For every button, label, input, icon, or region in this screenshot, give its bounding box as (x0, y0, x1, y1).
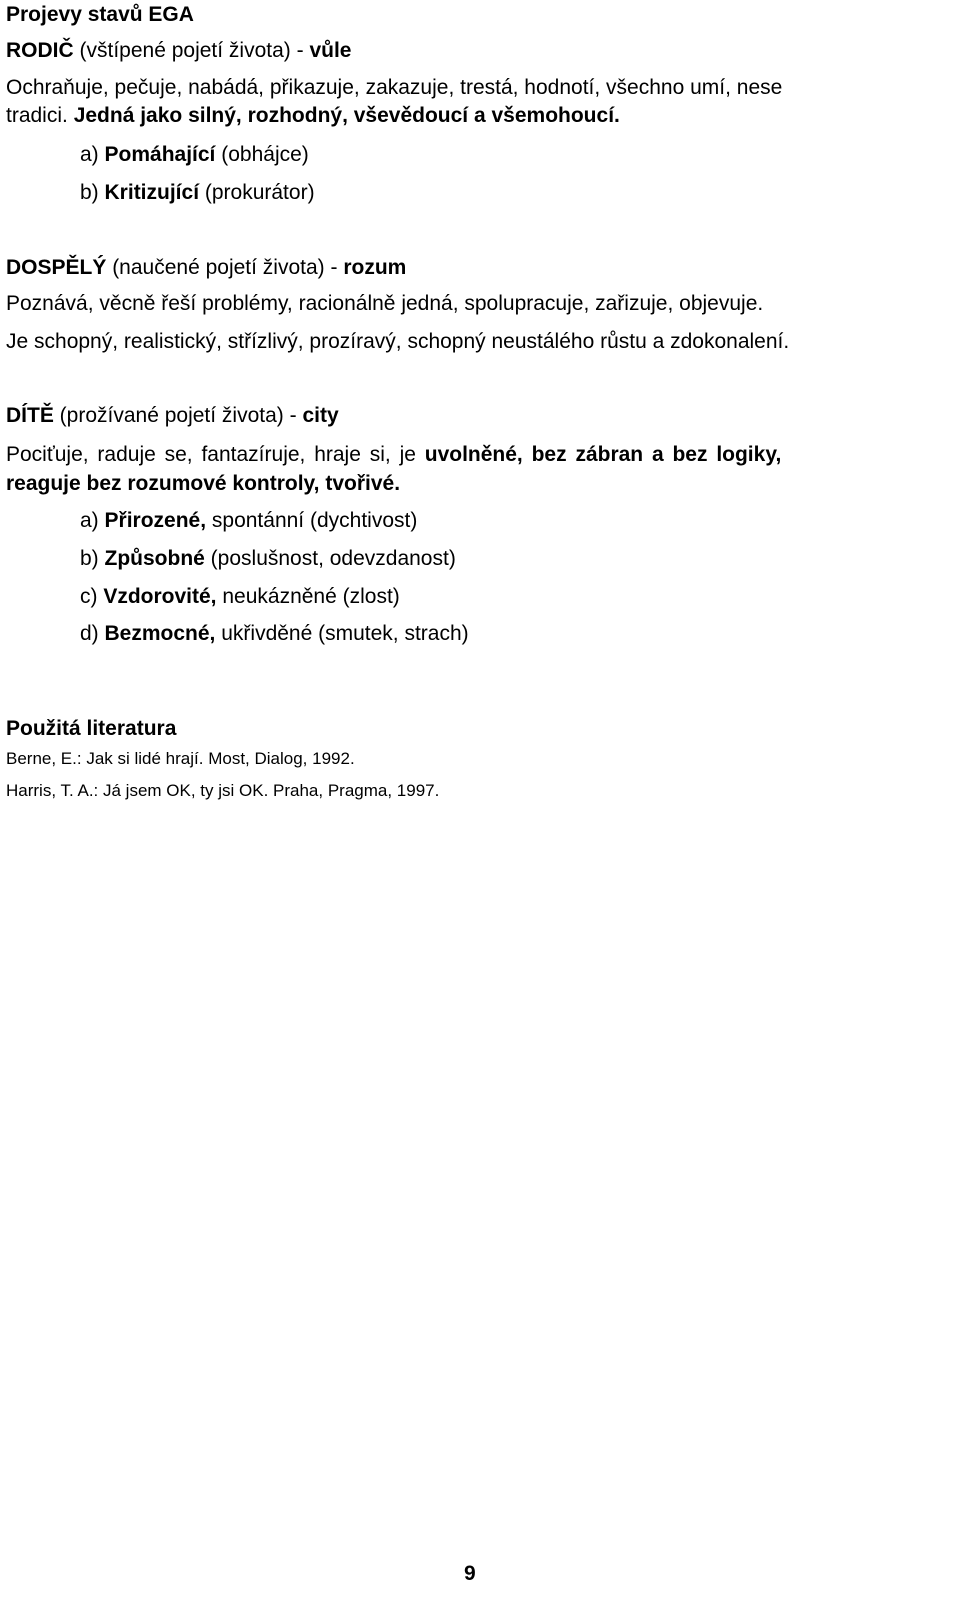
child-heading-label: DÍTĚ (6, 404, 54, 427)
list-item-bold: Pomáhající (104, 143, 216, 166)
adult-heading (6, 255, 406, 281)
child-line1-start: Pociťuje, raduje se, fantazíruje, hraje si, je (6, 443, 425, 466)
child-description-line1 (6, 442, 938, 468)
page-number: 9 (464, 1562, 476, 1585)
child-item-b (80, 546, 456, 572)
parent-line2-bold: Jedná jako silný, rozhodný, vševědoucí a všemohoucí. (73, 104, 620, 127)
child-item-d (80, 621, 469, 647)
list-prefix: b) (80, 547, 105, 570)
parent-heading-label: RODIČ (6, 39, 74, 62)
list-item-rest: (poslušnost, odevzdanost) (204, 547, 456, 570)
adult-heading-note: (naučené pojetí života) - (106, 256, 344, 279)
parent-description-line1: Ochraňuje, pečuje, nabádá, přikazuje, zakazuje, trestá, hodnotí, všechno umí, nese (6, 76, 783, 99)
list-item-rest: neukázněné (zlost) (216, 585, 400, 608)
list-item-bold: Bezmocné, (104, 622, 216, 645)
child-description-line2: reaguje bez rozumové kontroly, tvořivé. (6, 472, 401, 495)
parent-heading-key: vůle (309, 39, 352, 62)
adult-heading-label: DOSPĚLÝ (6, 256, 107, 279)
literature-ref-1: Berne, E.: Jak si lidé hrají. Most, Dialog, 1992. (6, 749, 355, 768)
list-item-rest: ukřivděné (smutek, strach) (215, 622, 469, 645)
parent-description-line2 (6, 103, 620, 129)
parent-heading (6, 38, 351, 64)
child-heading-key: city (302, 404, 339, 427)
child-line1-bold: uvolněné, bez zábran a bez logiky, (424, 443, 782, 466)
list-prefix: c) (80, 585, 104, 608)
parent-heading-note: (vštípené pojetí života) - (73, 39, 310, 62)
list-prefix: a) (80, 509, 105, 532)
literature-heading: Použitá literatura (6, 717, 177, 740)
parent-line2-start: tradici. (6, 104, 74, 127)
list-prefix: d) (80, 622, 105, 645)
list-item-bold: Vzdorovité, (103, 585, 217, 608)
list-prefix: b) (80, 181, 105, 204)
list-item-rest: (prokurátor) (199, 181, 315, 204)
adult-heading-key: rozum (343, 256, 407, 279)
list-item-rest: (obhájce) (215, 143, 309, 166)
list-prefix: a) (80, 143, 105, 166)
child-heading (6, 403, 339, 429)
list-item-rest: spontánní (dychtivost) (206, 509, 418, 532)
list-item-bold: Přirozené, (104, 509, 207, 532)
adult-description-line2: Je schopný, realistický, střízlivý, prozíravý, schopný neustálého růstu a zdokonalení. (6, 330, 790, 353)
parent-item-a (80, 142, 309, 168)
child-item-a (80, 508, 417, 534)
child-item-c (80, 584, 400, 610)
adult-description-line1: Poznává, věcně řeší problémy, racionálně jedná, spolupracuje, zařizuje, objevuje. (6, 292, 764, 315)
page-title: Projevy stavů EGA (6, 3, 194, 26)
list-item-bold: Kritizující (104, 181, 200, 204)
list-item-bold: Způsobné (104, 547, 205, 570)
parent-item-b (80, 180, 315, 206)
literature-ref-2: Harris, T. A.: Já jsem OK, ty jsi OK. Praha, Pragma, 1997. (6, 781, 440, 800)
child-heading-note: (prožívané pojetí života) - (53, 404, 303, 427)
